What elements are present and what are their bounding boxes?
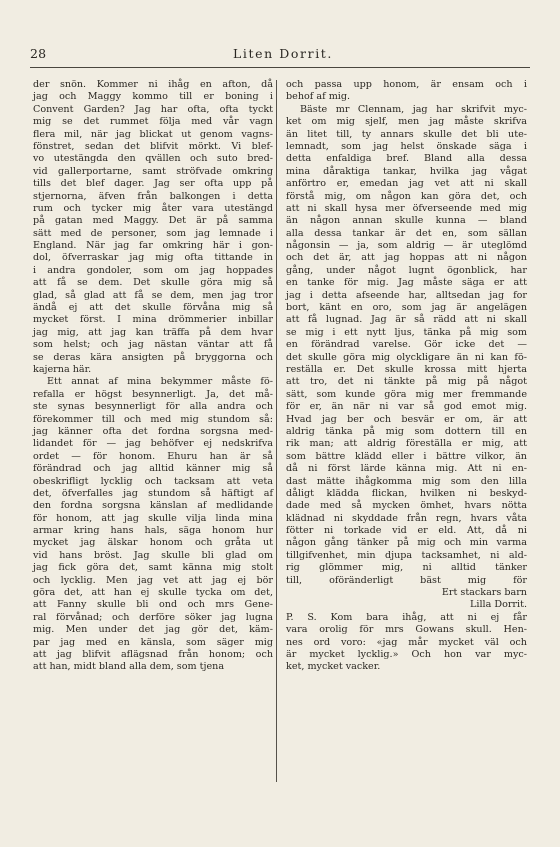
text-line: tills det blef dager. Jag ser ofta upp på <box>33 178 273 190</box>
text-line: en förändrad varelse. Gör icke det — <box>286 339 527 351</box>
text-line: att tro, det ni tänkte på mig på något <box>286 376 527 388</box>
text-line: nes ord voro: «jag mår mycket väl och <box>286 636 527 648</box>
text-line: en tanke för mig. Jag måste säga er att <box>286 277 527 289</box>
text-line: mycket jag älskar honom och gråta ut <box>33 537 273 549</box>
text-line: och lycklig. Men jag vet att jag ej bör <box>33 574 273 586</box>
text-line: som helst; och jag nästan väntar att få <box>33 339 273 351</box>
page-header <box>30 46 536 64</box>
text-line: då ni först lärde känna mig. Att ni en- <box>286 463 527 475</box>
text-line: att ni skall hysa mer öfverseende med mig <box>286 202 527 214</box>
text-line: se deras kära ansigten på bryggorna och <box>33 351 273 363</box>
column-divider <box>276 80 277 782</box>
text-line: dol, öfverraskar jag mig ofta tittande in <box>33 252 273 264</box>
text-line: behof af mig. <box>286 91 351 103</box>
text-line: att han, midt bland alla dem, som tjena <box>33 661 225 673</box>
text-line: att jag blifvit aflägsnad från honom; och <box>33 648 273 660</box>
left-text-column <box>33 79 273 674</box>
text-line: der snön. Kommer ni ihåg en afton, då <box>33 79 273 90</box>
running-title: Liten Dorrit. <box>232 46 334 61</box>
text-line: ste synas besynnerligt för alla andra och <box>33 401 273 413</box>
text-line: rum och tycker mig åter vara utestängd <box>33 202 273 214</box>
text-line: dast mätte ihågkomma mig som den lilla <box>286 475 527 487</box>
text-line: jag fick göra det, samt känna mig stolt <box>33 562 273 574</box>
text-line: någon gång tänker på mig och min varma <box>286 537 527 549</box>
text-line: kajerna här. <box>33 363 92 375</box>
text-line: gång, under något lugnt ögonblick, har <box>286 264 527 276</box>
text-line: bort, känt en oro, som jag är angelägen <box>286 302 527 314</box>
text-line: förekommer till och med mig stundom så: <box>33 413 273 425</box>
text-line: förändrad och jag alltid känner mig så <box>33 463 273 475</box>
text-line: klädnad ni skyddade från regn, hvars våta <box>286 512 527 524</box>
text-line: det skulle göra mig olyckligare än ni kan fö- <box>286 351 527 363</box>
text-line: att Fanny skulle bli ond och mrs Gene- <box>33 599 273 611</box>
text-line: för er, än när ni var så god emot mig. <box>286 401 527 413</box>
text-line: par jag med en känsla, som säger mig <box>33 636 273 648</box>
text-line: armar kring hans hals, säga honom hur <box>33 525 273 537</box>
text-line: Ert stackars barn <box>441 587 527 599</box>
text-line: göra det, att han ej skulle tycka om det, <box>33 587 273 599</box>
text-line: någonsin — ja, som aldrig — är uteglömd <box>286 240 527 252</box>
text-line: aldrig tänka på mig som dottern till en <box>286 425 527 437</box>
text-line: vid hans bröst. Jag skulle bli glad om <box>33 549 273 561</box>
text-line: mig se det rummet följa med vår vagn <box>33 116 273 128</box>
text-line: är mycket lycklig.» Och hon var myc- <box>286 648 527 660</box>
text-line: alla dessa tankar är det en, som sällan <box>286 227 527 239</box>
page-number: 28 <box>30 46 47 61</box>
text-line: det, öfverfalles jag stundom så häftigt af <box>33 487 273 499</box>
text-line: dade med så mycken ömhet, hvars nötta <box>286 500 527 512</box>
text-line: vid gallerportarne, samt ströfvade omkring <box>33 165 273 177</box>
text-line: rig glömmer mig, ni alltid tänker <box>286 562 527 574</box>
text-line: jag känner ofta det fordna sorgsna med- <box>33 425 273 437</box>
text-line: förstå mig, om någon kan göra det, och <box>286 190 527 202</box>
text-line: mycket först. I mina drömmerier inbillar <box>33 314 273 326</box>
text-line: anförtro er, emedan jag vet att ni skall <box>286 178 527 190</box>
text-line: mina dåraktiga tankar, hvilka jag vågat <box>286 165 527 177</box>
text-line: vo utestängda den qvällen och suto bred- <box>33 153 273 165</box>
text-line: sätt, som kunde göra mig mer fremmande <box>286 388 527 400</box>
text-line: fönstret, sedan det blifvit mörkt. Vi blef- <box>33 140 273 152</box>
text-line: ket, mycket vacker. <box>286 661 381 673</box>
text-line: mig. Men under det jag gör det, käm- <box>33 624 273 636</box>
text-line: för honom, att jag skulle vilja linda mina <box>33 512 273 524</box>
text-line: till, oföränderligt bäst mig för <box>286 574 527 586</box>
text-line: stjernorna, äfven från balkongen i detta <box>33 190 273 202</box>
header-rule <box>30 67 530 68</box>
text-line: än litet till, ty annars skulle det bli ute- <box>286 128 527 140</box>
text-line: P. S. Kom bara ihåg, att ni ej får <box>286 611 527 623</box>
text-line: och passa upp honom, är ensam och i <box>286 79 527 90</box>
text-line: Hvad jag ber och besvär er om, är att <box>286 413 527 425</box>
text-line: Bäste mr Clennam, jag har skrifvit myc- <box>300 103 527 115</box>
text-line: den fordna sorgsna känslan af medlidande <box>33 500 273 512</box>
text-line: på gatan med Maggy. Det är på samma <box>33 215 273 227</box>
text-line: att få lugnad. Jag är så rädd att ni skall <box>286 314 527 326</box>
text-line: som bättre klädd eller i bättre vilkor, än <box>286 450 527 462</box>
text-line: lemnadt, som jag helst önskade säga i <box>286 140 527 152</box>
text-line: ändå ej att det skulle förvåna mig så <box>33 302 273 314</box>
text-line: än någon annan skulle kunna — bland <box>286 215 527 227</box>
right-text-column <box>286 79 527 674</box>
text-line: glad, så glad att få se dem, men jag tror <box>33 289 273 301</box>
text-line: detta enfaldiga bref. Bland alla dessa <box>286 153 527 165</box>
text-line: sätt med de personer, som jag lemnade i <box>33 227 273 239</box>
text-line: dåligt klädda flickan, hvilken ni beskyd- <box>286 487 527 499</box>
text-line: jag mig, att jag kan träffa på dem hvar <box>33 326 273 338</box>
text-line: ral förvånad; och derföre söker jag lugna <box>33 611 273 623</box>
text-line: ket om mig sjelf, men jag måste skrifva <box>286 116 527 128</box>
text-line: reställa er. Det skulle krossa mitt hjerta <box>286 363 527 375</box>
text-line: tillgifvenhet, min djupa tacksamhet, ni ald- <box>286 549 527 561</box>
text-line: jag i detta afseende har, alltsedan jag for <box>286 289 527 301</box>
text-line: i andra gondoler, som om jag hoppades <box>33 264 273 276</box>
text-line: ordet — för honom. Ehuru han är så <box>33 450 273 462</box>
text-line: och det är, att jag hoppas att ni någon <box>286 252 527 264</box>
text-line: England. När jag far omkring här i gon- <box>33 240 273 252</box>
text-line: se mig i ett nytt ljus, tänka på mig som <box>286 326 527 338</box>
text-line: jag och Maggy kommo till er boning i <box>33 91 273 103</box>
text-line: flera mil, när jag blickat ut genom vagns- <box>33 128 273 140</box>
text-line: Convent Garden? Jag har ofta, ofta tyckt <box>33 103 273 115</box>
text-line: Lilla Dorrit. <box>470 599 527 611</box>
text-line: Ett annat af mina bekymmer måste fö- <box>47 376 273 388</box>
text-line: rik man; att aldrig föreställa er mig, att <box>286 438 527 450</box>
text-line: lidandet för — jag behöfver ej nedskrifva <box>33 438 273 450</box>
text-line: att få se dem. Det skulle göra mig så <box>33 277 273 289</box>
text-line: obeskrifligt lycklig och tacksam att veta <box>33 475 273 487</box>
text-line: vara orolig för mrs Gowans skull. Hen- <box>286 624 527 636</box>
text-line: fötter ni torkade vid er eld. Att, då ni <box>286 525 527 537</box>
text-line: refalla er högst besynnerligt. Ja, det må- <box>33 388 273 400</box>
